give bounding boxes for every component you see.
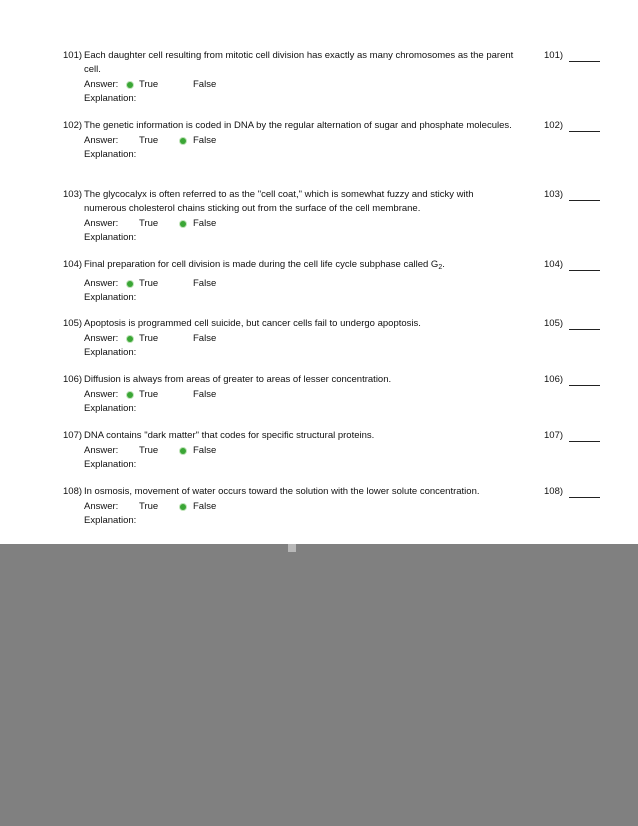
answer-row <box>63 78 603 92</box>
option-false[interactable]: False <box>193 135 217 146</box>
answer-row <box>63 500 603 514</box>
answer-label: Answer: <box>84 278 119 289</box>
answer-label: Answer: <box>84 501 119 512</box>
option-true[interactable]: True <box>139 445 159 456</box>
answer-label: Answer: <box>84 333 119 344</box>
explanation-label: Explanation: <box>84 232 137 243</box>
explanation-label: Explanation: <box>84 403 137 414</box>
selected-answer-icon <box>127 281 133 287</box>
question-text: Each daughter cell resulting from mitotic cell division has exactly as many chromosomes as the parent cell. <box>84 50 514 75</box>
response-number: 108) <box>544 486 564 497</box>
selected-answer-icon <box>180 504 186 510</box>
option-false[interactable]: False <box>193 79 217 90</box>
question-number: 101) <box>63 50 83 61</box>
option-true[interactable]: True <box>139 333 159 344</box>
answer-label: Answer: <box>84 135 119 146</box>
selected-answer-icon <box>180 138 186 144</box>
response-number: 104) <box>544 259 564 270</box>
selected-answer-icon <box>127 82 133 88</box>
question-number: 105) <box>63 318 83 329</box>
question-text: The glycocalyx is often referred to as the "cell coat," which is somewhat fuzzy and sticky with numerous cholesterol chains sticking out from the surface of the cell membrane. <box>84 189 474 214</box>
option-true[interactable]: True <box>139 135 159 146</box>
answer-label: Answer: <box>84 79 119 90</box>
option-true[interactable]: True <box>139 389 159 400</box>
question-number: 104) <box>63 259 83 270</box>
question-text: In osmosis, movement of water occurs toward the solution with the lower solute concentration. <box>84 486 480 497</box>
option-false[interactable]: False <box>193 278 217 289</box>
answer-blank[interactable] <box>569 441 600 442</box>
option-false[interactable]: False <box>193 389 217 400</box>
answer-label: Answer: <box>84 218 119 229</box>
selected-answer-icon <box>180 448 186 454</box>
explanation-label: Explanation: <box>84 515 137 526</box>
answer-row <box>63 444 603 458</box>
question-text: Apoptosis is programmed cell suicide, but cancer cells fail to undergo apoptosis. <box>84 318 421 329</box>
explanation-label: Explanation: <box>84 149 137 160</box>
question-105 <box>63 317 603 360</box>
question-number: 103) <box>63 189 83 200</box>
answer-label: Answer: <box>84 445 119 456</box>
answer-blank[interactable] <box>569 270 600 271</box>
answer-label: Answer: <box>84 389 119 400</box>
question-text: DNA contains "dark matter" that codes for specific structural proteins. <box>84 430 375 441</box>
answer-blank[interactable] <box>569 385 600 386</box>
option-false[interactable]: False <box>193 501 217 512</box>
option-true[interactable]: True <box>139 218 159 229</box>
question-number: 106) <box>63 374 83 385</box>
response-number: 101) <box>544 50 564 61</box>
answer-row <box>63 134 603 148</box>
gray-overlay <box>0 544 638 826</box>
option-false[interactable]: False <box>193 218 217 229</box>
question-102 <box>63 119 603 162</box>
question-number: 102) <box>63 120 83 131</box>
explanation-label: Explanation: <box>84 93 137 104</box>
answer-blank[interactable] <box>569 329 600 330</box>
question-number: 107) <box>63 430 83 441</box>
answer-row <box>63 217 603 231</box>
selected-answer-icon <box>127 336 133 342</box>
option-false[interactable]: False <box>193 445 217 456</box>
question-101 <box>63 49 603 106</box>
answer-blank[interactable] <box>569 497 600 498</box>
question-104 <box>63 258 603 305</box>
response-number: 107) <box>544 430 564 441</box>
response-number: 102) <box>544 120 564 131</box>
question-103 <box>63 188 603 245</box>
question-107 <box>63 429 603 472</box>
answer-row <box>63 388 603 402</box>
question-text: The genetic information is coded in DNA by the regular alternation of sugar and phosphate molecules. <box>84 120 512 131</box>
answer-blank[interactable] <box>569 200 600 201</box>
answer-blank[interactable] <box>569 61 600 62</box>
question-text: Diffusion is always from areas of greater to areas of lesser concentration. <box>84 374 392 385</box>
question-text: Final preparation for cell division is made during the cell life cycle subphase called $G_2$. <box>84 259 445 271</box>
answer-blank[interactable] <box>569 131 600 132</box>
response-number: 106) <box>544 374 564 385</box>
selected-answer-icon <box>180 221 186 227</box>
answer-row <box>63 332 603 346</box>
question-106 <box>63 373 603 416</box>
option-false[interactable]: False <box>193 333 217 344</box>
explanation-label: Explanation: <box>84 292 137 303</box>
answer-row <box>63 277 603 291</box>
question-108 <box>63 485 603 528</box>
explanation-label: Explanation: <box>84 347 137 358</box>
option-true[interactable]: True <box>139 278 159 289</box>
question-number: 108) <box>63 486 83 497</box>
response-number: 103) <box>544 189 564 200</box>
response-number: 105) <box>544 318 564 329</box>
loading-fragment <box>288 544 296 552</box>
explanation-label: Explanation: <box>84 459 137 470</box>
option-true[interactable]: True <box>139 79 159 90</box>
option-true[interactable]: True <box>139 501 159 512</box>
selected-answer-icon <box>127 392 133 398</box>
